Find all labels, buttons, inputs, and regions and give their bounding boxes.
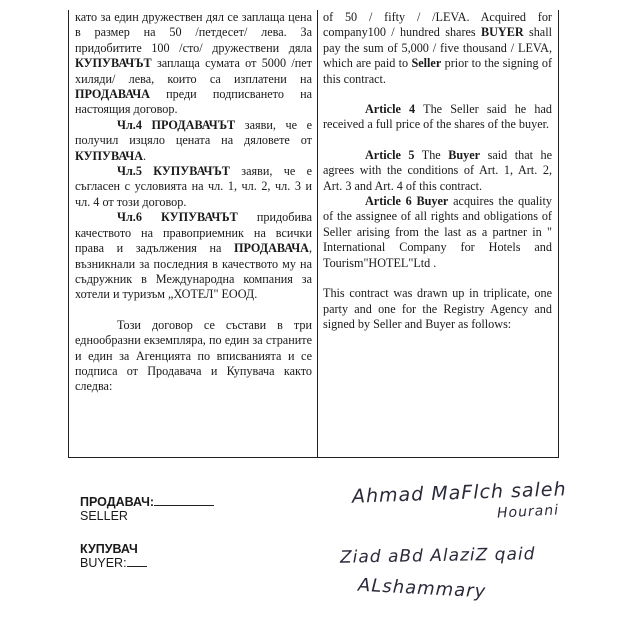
en-article-6-heading: Article 6 [365, 194, 412, 209]
bg-article-6-heading: Чл.6 [117, 210, 142, 225]
bg-payment-text-2: заплаща сумата от 5000 /пет хиляди/ лева, които са изплатени на [75, 56, 313, 86]
bg-payment-text-3: преди подписването на настоящия договор. [75, 87, 313, 117]
bg-article-6-party: КУПУВАЧЪТ [161, 210, 238, 225]
bg-article-4-party-2: КУПУВАЧА [75, 148, 144, 163]
en-article-5-party: Buyer [448, 147, 481, 162]
buyer-handwritten-name: Ziad aBd AlaziZ qaid [339, 544, 536, 568]
bg-article-5 [75, 164, 312, 210]
bg-article-5-heading: Чл.5 [117, 164, 142, 179]
english-column [318, 10, 558, 457]
en-article-4 [323, 102, 552, 133]
en-seller-term: Seller [411, 56, 442, 71]
spacer [75, 303, 312, 318]
bg-article-6-text-2: , възникнали за последния в качеството му на съдружник в Международна компания за хотели и туризъм „ХОТЕЛ" ЕООД. [75, 241, 312, 302]
seller-handwritten-name: Ahmad MaFlch saleh [351, 478, 567, 508]
bg-article-4-heading: Чл.4 [117, 117, 142, 132]
bulgarian-column [69, 10, 318, 457]
bg-buyer-term: КУПУВАЧЪТ [75, 56, 152, 71]
buyer-label-bg: КУПУВАЧ [80, 542, 138, 556]
bg-seller-term: ПРОДАВАЧА [75, 87, 150, 102]
seller-label-bg: ПРОДАВАЧ: [80, 495, 155, 509]
seller-label-en: SELLER [80, 509, 128, 523]
buyer-handwritten-surname: ALshammary [357, 574, 487, 603]
bg-article-5-party: КУПУВАЧЪТ [153, 164, 230, 179]
contract-table [68, 10, 559, 458]
en-article-5-pre: The [421, 147, 441, 162]
en-payment-text-3: prior to the signing of this contract. [323, 56, 553, 86]
en-payment-text: of 50 / fifty / /LEVA. Acquired for company100 / hundred shares [323, 10, 552, 40]
bg-paragraph-payment [75, 10, 312, 118]
bg-article-5-text: заяви, че е съгласен с условията на чл. 1, чл. 2, чл. 3 и чл. 4 от този договор. [75, 164, 313, 209]
en-article-5 [323, 148, 552, 194]
en-paragraph-payment [323, 10, 552, 87]
spacer [323, 271, 552, 286]
spacer [323, 133, 552, 148]
bg-article-4: Чл.4 ПРОДАВАЧЪТ заяви, че е получил изцяло цената на дяловете от КУПУВАЧА. [75, 117, 313, 163]
bg-article-6-party-2: ПРОДАВАЧА [233, 241, 309, 256]
spacer [323, 87, 552, 102]
buyer-signature-line [127, 556, 147, 567]
en-article-6 [323, 194, 552, 271]
buyer-label-en: BUYER: [80, 556, 127, 570]
en-article-4-heading: Article 4 [365, 102, 416, 117]
bg-closing: Този договор се състави в три еднообразни екземпляра, по един за страните и един за Агенцията по вписванията и се подписа от Продавача и Купувача както следва: [75, 317, 312, 394]
seller-signature-line [154, 495, 214, 506]
en-article-6-text: acquires the quality of the assignee of all rights and obligations of Seller arising from the last as a partner in " International Company for Hotels and Tourism"HOTEL"Ltd . [323, 194, 553, 270]
bg-article-4-text: заяви, че е получил изцяло цената на дяловете от [75, 117, 313, 148]
en-article-5-heading: Article 5 [365, 147, 415, 162]
bg-article-6 [75, 210, 312, 302]
en-payment-text-2: shall pay the sum of 5,000 / five thousand / LEVA, which are paid to [323, 25, 552, 71]
en-article-4-text: The Seller said he had received a full price of the shares of the buyer. [323, 102, 553, 132]
en-article-5-text: said that he agrees with the conditions of Art. 1, Art. 2, Art. 3 and Art. 4 of this contract. [323, 147, 553, 193]
bg-article-6-text: придобива качеството на правоприемник на всички права и задължения на [75, 210, 312, 256]
seller-handwritten-surname: Hourani [496, 502, 560, 522]
en-buyer-term: BUYER [480, 25, 524, 40]
bg-payment-text: като за един дружествен дял се заплаща цена в размер на 50 /петдесет/ лева. За придобитите 100 /сто/ дружествени дяла [75, 10, 312, 55]
seller-label [80, 495, 214, 523]
en-closing: This contract was drawn up in triplicate, one party and one for the Registry Agency and signed by Seller and Buyer as follows: [323, 286, 552, 331]
buyer-label [80, 542, 147, 570]
bg-article-4-party: ПРОДАВАЧЪТ [151, 117, 236, 132]
en-article-6-party: Buyer [416, 194, 449, 209]
